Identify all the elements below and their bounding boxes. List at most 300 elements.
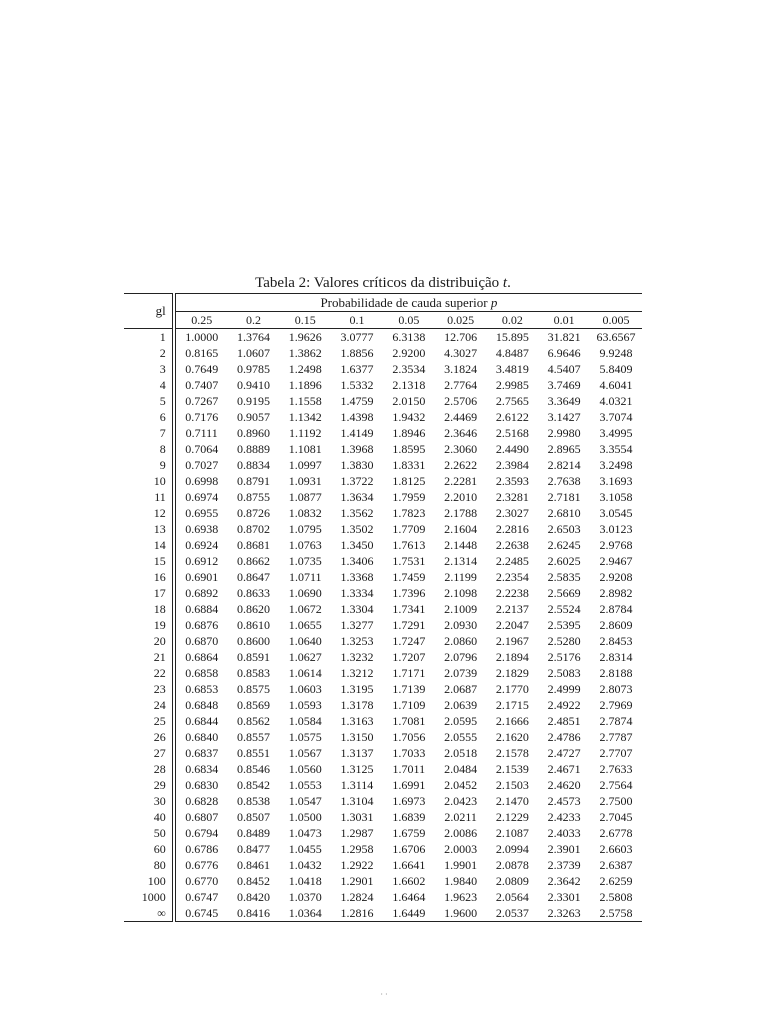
value-cell: 2.6603 <box>599 842 633 856</box>
value-cell: 0.8542 <box>236 778 270 792</box>
value-cell: 1.1081 <box>288 442 322 456</box>
value-cell: 2.0211 <box>444 810 477 824</box>
value-cell: 1.0877 <box>288 490 322 504</box>
value-cell: 2.1788 <box>444 506 478 520</box>
value-cell: 2.1503 <box>495 778 529 792</box>
df-cell: 17 <box>124 585 174 601</box>
value-cell: 1.7247 <box>392 634 426 648</box>
table-row <box>124 585 642 601</box>
value-cell: 2.4033 <box>547 826 581 840</box>
value-cell: 1.3968 <box>340 442 374 456</box>
value-cell: 2.6503 <box>547 522 581 536</box>
value-cell: 0.8557 <box>236 730 270 744</box>
value-cell: 2.3301 <box>547 890 581 904</box>
value-cell: 2.0878 <box>495 858 529 872</box>
table-row <box>124 521 642 537</box>
value-cell: 15.895 <box>495 330 529 344</box>
value-cell: 0.6864 <box>185 650 219 664</box>
value-cell: 1.0603 <box>288 682 322 696</box>
value-cell: 1.0763 <box>288 538 322 552</box>
value-cell: 0.8755 <box>236 490 270 504</box>
table-row <box>124 569 642 585</box>
value-cell: 0.6830 <box>185 778 219 792</box>
value-cell: 4.3027 <box>444 346 478 360</box>
value-cell: 2.7874 <box>599 714 633 728</box>
value-cell: 0.9410 <box>236 378 270 392</box>
table-row <box>124 377 642 393</box>
table-row <box>124 425 642 441</box>
value-cell: 0.8489 <box>236 826 270 840</box>
value-cell: 0.6892 <box>185 586 219 600</box>
value-cell: 1.3334 <box>340 586 374 600</box>
value-cell: 2.1199 <box>444 570 477 584</box>
value-cell: 2.0994 <box>495 842 529 856</box>
value-cell: 2.0930 <box>444 618 478 632</box>
value-cell: 0.6828 <box>185 794 219 808</box>
value-cell: 0.6837 <box>185 746 219 760</box>
table-row <box>124 713 642 729</box>
value-cell: 1.7613 <box>392 538 426 552</box>
value-cell: 1.9623 <box>444 890 478 904</box>
value-cell: 2.6025 <box>547 554 581 568</box>
df-cell: 5 <box>124 393 174 409</box>
table-row <box>124 473 642 489</box>
p-value-header: 0.025 <box>435 312 487 329</box>
value-cell: 1.3562 <box>340 506 374 520</box>
value-cell: 2.4786 <box>547 730 581 744</box>
value-cell: 1.6377 <box>340 362 374 376</box>
value-cell: 2.7500 <box>599 794 633 808</box>
value-cell: 0.6840 <box>185 730 219 744</box>
table-row <box>124 841 642 857</box>
probability-variable: p <box>490 294 498 310</box>
value-cell: 1.3031 <box>340 810 374 824</box>
value-cell: 0.6807 <box>185 810 219 824</box>
table-row <box>124 601 642 617</box>
value-cell: 0.7407 <box>185 378 219 392</box>
value-cell: 0.6974 <box>185 490 219 504</box>
df-cell: 16 <box>124 569 174 585</box>
value-cell: 1.0795 <box>288 522 322 536</box>
value-cell: 1.1896 <box>288 378 322 392</box>
value-cell: 1.3212 <box>340 666 374 680</box>
value-cell: 2.0086 <box>444 826 478 840</box>
value-cell: 4.5407 <box>547 362 581 376</box>
value-cell: 3.3554 <box>599 442 633 456</box>
value-cell: 0.7064 <box>185 442 219 456</box>
value-cell: 0.6924 <box>185 538 219 552</box>
value-cell: 1.3232 <box>340 650 374 664</box>
value-cell: 1.3368 <box>340 570 374 584</box>
value-cell: 2.1318 <box>392 378 426 392</box>
value-cell: 2.8073 <box>599 682 633 696</box>
table-row <box>124 409 642 425</box>
value-cell: 2.2816 <box>495 522 529 536</box>
value-cell: 2.5669 <box>547 586 581 600</box>
value-cell: 2.8314 <box>599 650 633 664</box>
value-cell: 1.3722 <box>340 474 374 488</box>
df-cell: 25 <box>124 713 174 729</box>
table-row <box>124 649 642 665</box>
value-cell: 2.6387 <box>599 858 633 872</box>
df-cell: 15 <box>124 553 174 569</box>
value-cell: 1.0432 <box>288 858 322 872</box>
value-cell: 3.0545 <box>599 506 633 520</box>
value-cell: 1.3502 <box>340 522 374 536</box>
value-cell: 1.0370 <box>288 890 322 904</box>
value-cell: 0.6786 <box>185 842 219 856</box>
value-cell: 1.9901 <box>444 858 478 872</box>
value-cell: 1.3195 <box>340 682 374 696</box>
df-cell: 9 <box>124 457 174 473</box>
value-cell: 2.0860 <box>444 634 478 648</box>
df-cell: 2 <box>124 345 174 361</box>
value-cell: 4.8487 <box>495 346 529 360</box>
value-cell: 1.3150 <box>340 730 374 744</box>
table-row <box>124 825 642 841</box>
table-row <box>124 681 642 697</box>
value-cell: 1.2498 <box>288 362 322 376</box>
value-cell: 1.6839 <box>392 810 426 824</box>
value-cell: 3.0123 <box>599 522 633 536</box>
value-cell: 63.6567 <box>596 330 636 344</box>
value-cell: 2.8188 <box>599 666 633 680</box>
value-cell: 0.8507 <box>236 810 270 824</box>
table-row <box>124 729 642 745</box>
caption-variable: t <box>502 275 508 291</box>
value-cell: 2.7969 <box>599 698 633 712</box>
value-cell: 2.1894 <box>495 650 529 664</box>
value-cell: 1.0455 <box>288 842 322 856</box>
value-cell: 0.6870 <box>185 634 219 648</box>
page-footer-mark: · · <box>380 990 388 999</box>
value-cell: 2.2622 <box>444 458 478 472</box>
value-cell: 1.2816 <box>331 905 383 922</box>
value-cell: 1.2824 <box>340 890 374 904</box>
value-cell: 9.9248 <box>599 346 633 360</box>
value-cell: 2.9980 <box>547 426 581 440</box>
table-row <box>124 905 642 922</box>
value-cell: 1.7109 <box>392 698 426 712</box>
value-cell: 0.8960 <box>236 426 270 440</box>
value-cell: 2.9200 <box>392 346 426 360</box>
table-row <box>124 793 642 809</box>
df-cell: 29 <box>124 777 174 793</box>
value-cell: 1.0614 <box>288 666 322 680</box>
value-cell: 2.4727 <box>547 746 581 760</box>
value-cell: 2.4671 <box>547 762 581 776</box>
value-cell: 0.8633 <box>236 586 270 600</box>
value-cell: 1.0418 <box>288 874 322 888</box>
table-row <box>124 665 642 681</box>
value-cell: 1.8125 <box>392 474 426 488</box>
p-value-header: 0.15 <box>279 312 331 329</box>
value-cell: 0.9195 <box>236 394 270 408</box>
p-value-header: 0.1 <box>331 312 383 329</box>
value-cell: 1.7056 <box>392 730 426 744</box>
value-cell: 1.7033 <box>392 746 426 760</box>
value-cell: 0.6776 <box>185 858 219 872</box>
df-cell: 30 <box>124 793 174 809</box>
value-cell: 1.7959 <box>392 490 426 504</box>
value-cell: 2.2137 <box>495 602 529 616</box>
value-cell: 0.6912 <box>185 554 219 568</box>
value-cell: 0.6844 <box>185 714 219 728</box>
value-cell: 1.3450 <box>340 538 374 552</box>
table-body <box>124 329 642 922</box>
value-cell: 2.3901 <box>547 842 581 856</box>
value-cell: 1.0711 <box>288 570 322 584</box>
value-cell: 2.6245 <box>547 538 581 552</box>
value-cell: 1.8331 <box>392 458 426 472</box>
value-cell: 1.3137 <box>340 746 374 760</box>
value-cell: 0.7111 <box>185 426 218 440</box>
table-row <box>124 633 642 649</box>
value-cell: 1.2922 <box>340 858 374 872</box>
value-cell: 2.1009 <box>444 602 478 616</box>
value-cell: 1.4398 <box>340 410 374 424</box>
value-cell: 0.8546 <box>236 762 270 776</box>
value-cell: 1.7171 <box>392 666 426 680</box>
df-cell: 40 <box>124 809 174 825</box>
value-cell: 1.3830 <box>340 458 374 472</box>
value-cell: 1.6641 <box>392 858 426 872</box>
value-cell: 1.0832 <box>288 506 322 520</box>
df-cell: 80 <box>124 857 174 873</box>
table-row <box>124 441 642 457</box>
value-cell: 2.0564 <box>495 890 529 904</box>
value-cell: 1.0672 <box>288 602 322 616</box>
value-cell: 1.8946 <box>392 426 426 440</box>
df-cell: 21 <box>124 649 174 665</box>
value-cell: 2.2485 <box>495 554 529 568</box>
value-cell: 0.8726 <box>236 506 270 520</box>
value-cell: 1.0690 <box>288 586 322 600</box>
df-cell: 12 <box>124 505 174 521</box>
df-cell: 8 <box>124 441 174 457</box>
value-cell: 3.1427 <box>547 410 581 424</box>
df-cell: ∞ <box>124 905 174 922</box>
value-cell: 1.3163 <box>340 714 374 728</box>
value-cell: 1.0473 <box>288 826 322 840</box>
value-cell: 2.1229 <box>495 810 529 824</box>
df-cell: 7 <box>124 425 174 441</box>
table-row <box>124 617 642 633</box>
value-cell: 2.0809 <box>495 874 529 888</box>
value-cell: 0.8538 <box>236 794 270 808</box>
value-cell: 0.6853 <box>185 682 219 696</box>
value-cell: 1.4149 <box>340 426 374 440</box>
value-cell: 1.0607 <box>236 346 270 360</box>
p-value-header: 0.01 <box>538 312 590 329</box>
value-cell: 1.6602 <box>392 874 426 888</box>
value-cell: 2.2047 <box>495 618 529 632</box>
value-cell: 2.3263 <box>538 905 590 922</box>
value-cell: 1.7341 <box>392 602 426 616</box>
value-cell: 1.0547 <box>288 794 322 808</box>
value-cell: 0.8702 <box>236 522 270 536</box>
value-cell: 2.3739 <box>547 858 581 872</box>
value-cell: 1.2987 <box>340 826 374 840</box>
table-row <box>124 329 642 346</box>
value-cell: 2.3646 <box>444 426 478 440</box>
value-cell: 2.8609 <box>599 618 633 632</box>
value-cell: 0.7176 <box>185 410 219 424</box>
value-cell: 0.8834 <box>236 458 270 472</box>
value-cell: 1.9432 <box>392 410 426 424</box>
value-cell: 1.8856 <box>340 346 374 360</box>
value-cell: 1.0735 <box>288 554 322 568</box>
value-cell: 2.6122 <box>495 410 529 424</box>
value-cell: 2.3281 <box>495 490 529 504</box>
value-cell: 2.1470 <box>495 794 529 808</box>
value-cell: 1.5332 <box>340 378 374 392</box>
value-cell: 2.0452 <box>444 778 478 792</box>
value-cell: 2.8214 <box>547 458 581 472</box>
value-cell: 2.7707 <box>599 746 633 760</box>
value-cell: 2.5395 <box>547 618 581 632</box>
value-cell: 2.4999 <box>547 682 581 696</box>
value-cell: 0.8591 <box>236 650 270 664</box>
value-cell: 1.8595 <box>392 442 426 456</box>
header-row-probability <box>124 294 642 312</box>
value-cell: 2.4851 <box>547 714 581 728</box>
df-cell: 1000 <box>124 889 174 905</box>
value-cell: 2.6259 <box>599 874 633 888</box>
value-cell: 1.6991 <box>392 778 426 792</box>
value-cell: 1.1558 <box>288 394 322 408</box>
value-cell: 2.3593 <box>495 474 529 488</box>
value-cell: 0.8610 <box>236 618 270 632</box>
value-cell: 1.7011 <box>392 762 426 776</box>
value-cell: 1.7709 <box>392 522 426 536</box>
value-cell: 2.4469 <box>444 410 478 424</box>
value-cell: 2.0555 <box>444 730 478 744</box>
value-cell: 0.6747 <box>185 890 219 904</box>
value-cell: 3.3649 <box>547 394 581 408</box>
value-cell: 2.8453 <box>599 634 633 648</box>
value-cell: 5.8409 <box>599 362 633 376</box>
value-cell: 6.3138 <box>392 330 426 344</box>
df-cell: 19 <box>124 617 174 633</box>
table-row <box>124 553 642 569</box>
df-cell: 10 <box>124 473 174 489</box>
table-row <box>124 489 642 505</box>
value-cell: 1.6759 <box>392 826 426 840</box>
value-cell: 2.4620 <box>547 778 581 792</box>
value-cell: 2.9208 <box>599 570 633 584</box>
df-cell: 14 <box>124 537 174 553</box>
table-row <box>124 393 642 409</box>
value-cell: 3.1824 <box>444 362 478 376</box>
value-cell: 2.6778 <box>599 826 633 840</box>
value-cell: 0.6938 <box>185 522 219 536</box>
value-cell: 1.2901 <box>340 874 374 888</box>
value-cell: 1.0567 <box>288 746 322 760</box>
value-cell: 0.6884 <box>185 602 219 616</box>
value-cell: 2.0639 <box>444 698 478 712</box>
value-cell: 1.0584 <box>288 714 322 728</box>
value-cell: 2.3534 <box>392 362 426 376</box>
caption-text: Tabela 2: Valores críticos da distribuição <box>255 275 503 291</box>
table-row <box>124 857 642 873</box>
table-row <box>124 745 642 761</box>
value-cell: 2.2354 <box>495 570 529 584</box>
p-value-header: 0.05 <box>383 312 435 329</box>
value-cell: 2.0537 <box>486 905 538 922</box>
value-cell: 0.7027 <box>185 458 219 472</box>
value-cell: 0.6745 <box>174 905 228 922</box>
table-row <box>124 457 642 473</box>
value-cell: 2.7045 <box>599 810 633 824</box>
value-cell: 1.3634 <box>340 490 374 504</box>
value-cell: 0.8461 <box>236 858 270 872</box>
value-cell: 2.4233 <box>547 810 581 824</box>
value-cell: 1.7207 <box>392 650 426 664</box>
value-cell: 2.4573 <box>547 794 581 808</box>
df-cell: 18 <box>124 601 174 617</box>
value-cell: 2.5808 <box>599 890 633 904</box>
df-cell: 50 <box>124 825 174 841</box>
value-cell: 0.6848 <box>185 698 219 712</box>
value-cell: 0.8600 <box>236 634 270 648</box>
value-cell: 2.5524 <box>547 602 581 616</box>
value-cell: 1.6464 <box>392 890 426 904</box>
value-cell: 0.8662 <box>236 554 270 568</box>
value-cell: 1.0640 <box>288 634 322 648</box>
value-cell: 0.8889 <box>236 442 270 456</box>
value-cell: 1.2958 <box>340 842 374 856</box>
value-cell: 2.5083 <box>547 666 581 680</box>
value-cell: 0.6876 <box>185 618 219 632</box>
value-cell: 1.0593 <box>288 698 322 712</box>
value-cell: 2.0595 <box>444 714 478 728</box>
value-cell: 3.4995 <box>599 426 633 440</box>
table-row <box>124 537 642 553</box>
value-cell: 0.6955 <box>185 506 219 520</box>
value-cell: 0.6858 <box>185 666 219 680</box>
value-cell: 2.5280 <box>547 634 581 648</box>
value-cell: 1.0553 <box>288 778 322 792</box>
value-cell: 0.7267 <box>185 394 219 408</box>
df-cell: 3 <box>124 361 174 377</box>
value-cell: 1.3277 <box>340 618 374 632</box>
value-cell: 1.1342 <box>288 410 322 424</box>
df-column-header: gl <box>124 294 174 329</box>
value-cell: 2.0739 <box>444 666 478 680</box>
value-cell: 2.5758 <box>590 905 642 922</box>
probability-label: Probabilidade de cauda superior <box>320 294 491 310</box>
value-cell: 2.0518 <box>444 746 478 760</box>
value-cell: 1.0000 <box>185 330 219 344</box>
value-cell: 1.7291 <box>392 618 426 632</box>
value-cell: 1.6449 <box>383 905 435 922</box>
df-cell: 6 <box>124 409 174 425</box>
value-cell: 1.0655 <box>288 618 322 632</box>
df-cell: 100 <box>124 873 174 889</box>
value-cell: 0.8647 <box>236 570 270 584</box>
value-cell: 4.6041 <box>599 378 633 392</box>
value-cell: 2.9467 <box>599 554 633 568</box>
value-cell: 2.3027 <box>495 506 529 520</box>
value-cell: 1.7139 <box>392 682 426 696</box>
value-cell: 1.3178 <box>340 698 374 712</box>
value-cell: 0.8575 <box>236 682 270 696</box>
value-cell: 1.0575 <box>288 730 322 744</box>
value-cell: 2.0484 <box>444 762 478 776</box>
value-cell: 2.7633 <box>599 762 633 776</box>
p-value-header: 0.2 <box>228 312 280 329</box>
